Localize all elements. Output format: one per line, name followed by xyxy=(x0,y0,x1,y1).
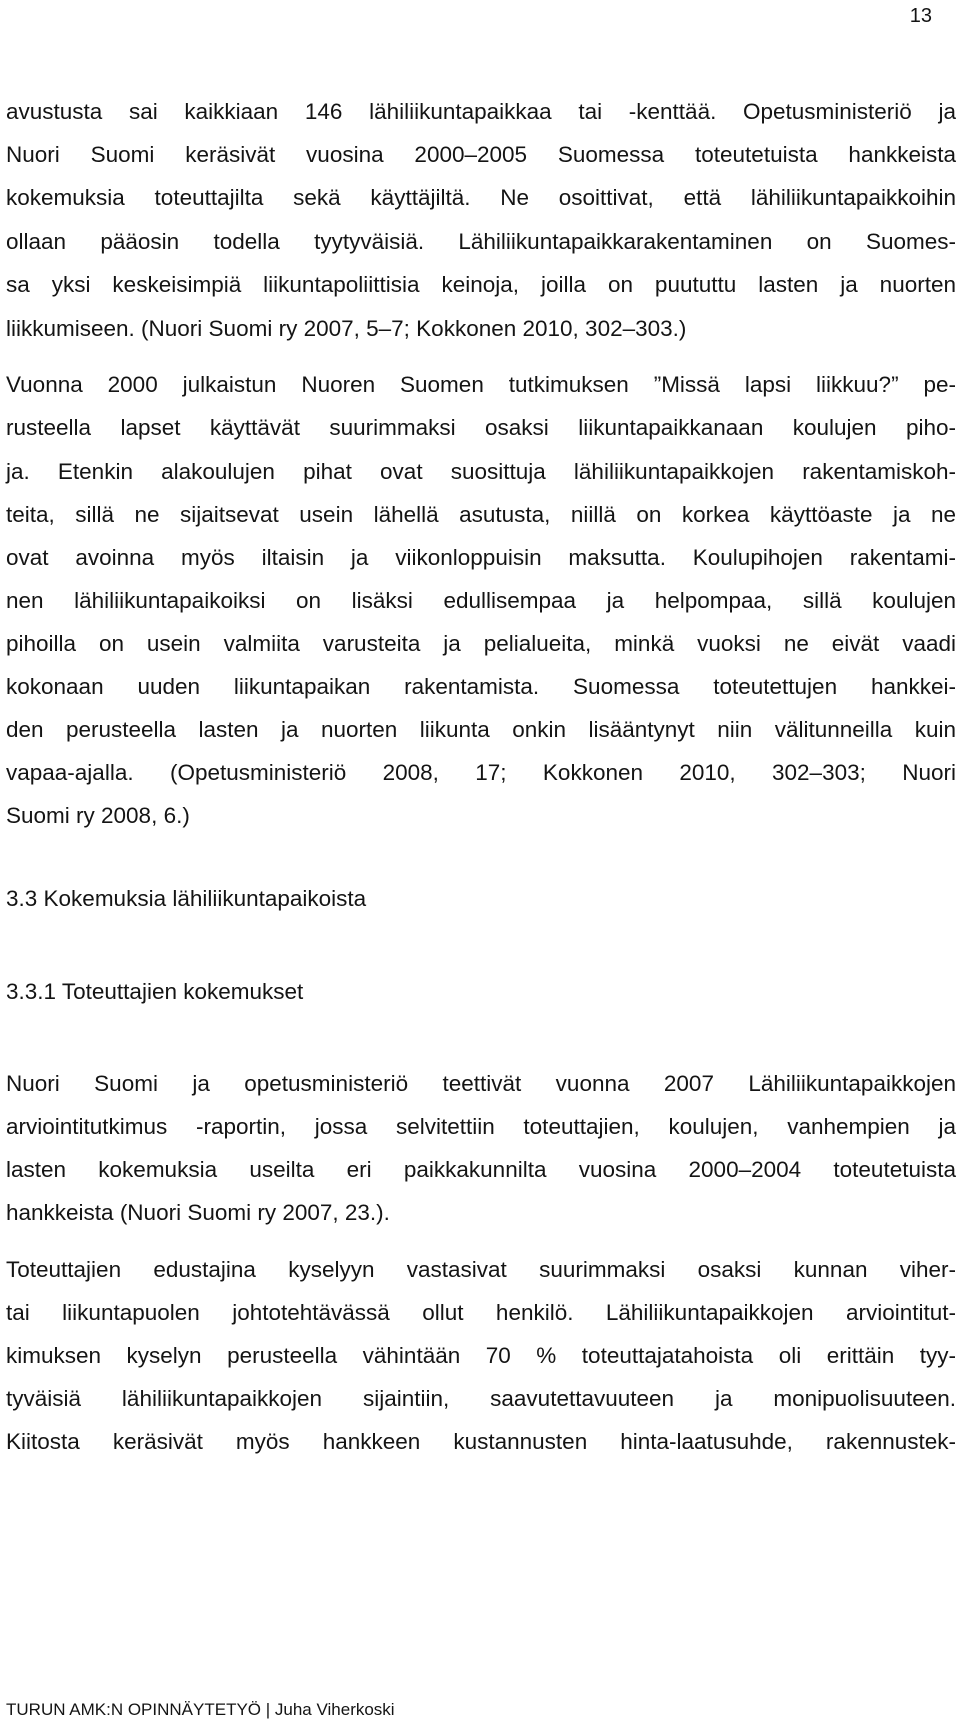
section-heading: 3.3 Kokemuksia lähiliikuntapaikoista xyxy=(6,886,367,911)
text-line: ja. Etenkin alakoulujen pihat ovat suosittuja lähiliikuntapaikkojen rakentamiskoh- xyxy=(6,459,956,484)
text-line: tyväisiä lähiliikuntapaikkojen sijaintiin, saavutettavuuteen ja monipuolisuuteen. xyxy=(6,1386,956,1411)
text-line: teita, sillä ne sijaitsevat usein lähellä asutusta, niillä on korkea käyttöaste ja ne xyxy=(6,502,956,527)
text-line: pihoilla on usein valmiita varusteita ja pelialueita, minkä vuoksi ne eivät vaadi xyxy=(6,631,956,656)
page-number: 13 xyxy=(909,5,932,27)
text-line: kokemuksia toteuttajilta sekä käyttäjiltä. Ne osoittivat, että lähiliikuntapaikkoihin xyxy=(6,185,956,210)
text-line: ovat avoinna myös iltaisin ja viikonloppuisin maksutta. Koulupihojen rakentami- xyxy=(6,545,956,570)
text-line: kokonaan uuden liikuntapaikan rakentamista. Suomessa toteutettujen hankkei- xyxy=(6,674,956,699)
text-line: den perusteella lasten ja nuorten liikunta onkin lisääntynyt niin välitunneilla kuin xyxy=(6,717,956,742)
text-line: Nuori Suomi keräsivät vuosina 2000–2005 Suomessa toteutetuista hankkeista xyxy=(6,142,956,167)
text-line: avustusta sai kaikkiaan 146 lähiliikuntapaikkaa tai -kenttää. Opetusministeriö ja xyxy=(6,99,956,124)
text-line: Suomi ry 2008, 6.) xyxy=(6,803,190,828)
text-line: liikkumiseen. (Nuori Suomi ry 2007, 5–7; Kokkonen 2010, 302–303.) xyxy=(6,316,687,341)
text-line: Toteuttajien edustajina kyselyyn vastasivat suurimmaksi osaksi kunnan viher- xyxy=(6,1257,956,1282)
text-line: Nuori Suomi ja opetusministeriö teettivät vuonna 2007 Lähiliikuntapaikkojen xyxy=(6,1071,956,1096)
text-line: kimuksen kyselyn perusteella vähintään 70 % toteuttajatahoista oli erittäin tyy- xyxy=(6,1343,956,1368)
text-line: rusteella lapset käyttävät suurimmaksi osaksi liikuntapaikkanaan koulujen piho- xyxy=(6,415,956,440)
text-line: sa yksi keskeisimpiä liikuntapoliittisia keinoja, joilla on puututtu lasten ja nuorten xyxy=(6,272,956,297)
text-line: nen lähiliikuntapaikoiksi on lisäksi edullisempaa ja helpompaa, sillä koulujen xyxy=(6,588,956,613)
text-line: Kiitosta keräsivät myös hankkeen kustannusten hinta-laatusuhde, rakennustek- xyxy=(6,1429,956,1454)
text-line: lasten kokemuksia useilta eri paikkakunnilta vuosina 2000–2004 toteutetuista xyxy=(6,1157,956,1182)
page-footer: TURUN AMK:N OPINNÄYTETYÖ | Juha Viherkoski xyxy=(6,1700,395,1719)
subsection-heading: 3.3.1 Toteuttajien kokemukset xyxy=(6,979,304,1004)
text-line: tai liikuntapuolen johtotehtävässä ollut henkilö. Lähiliikuntapaikkojen arviointitut- xyxy=(6,1300,956,1325)
text-line: vapaa-ajalla. (Opetusministeriö 2008, 17; Kokkonen 2010, 302–303; Nuori xyxy=(6,760,956,785)
text-line: Vuonna 2000 julkaistun Nuoren Suomen tutkimuksen ”Missä lapsi liikkuu?” pe- xyxy=(6,372,956,397)
text-line: arviointitutkimus -raportin, jossa selvitettiin toteuttajien, koulujen, vanhempien ja xyxy=(6,1114,956,1139)
text-line: ollaan pääosin todella tyytyväisiä. Lähiliikuntapaikkarakentaminen on Suomes- xyxy=(6,229,956,254)
text-line: hankkeista (Nuori Suomi ry 2007, 23.). xyxy=(6,1200,390,1225)
